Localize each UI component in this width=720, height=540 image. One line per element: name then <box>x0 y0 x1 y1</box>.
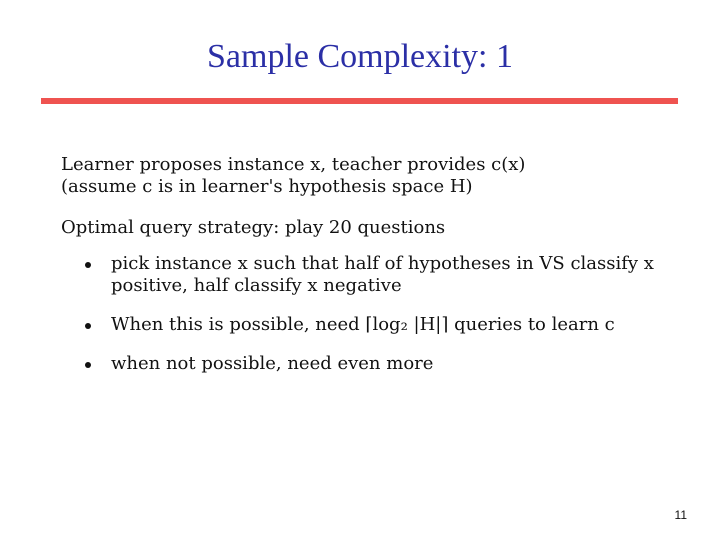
bullet-icon <box>85 323 91 329</box>
title-underline <box>41 98 678 104</box>
bullet-list <box>61 253 681 375</box>
bullet-icon <box>85 362 91 368</box>
page-number: 11 <box>674 508 687 522</box>
bullet-icon <box>85 262 91 268</box>
intro-line-1: Learner proposes instance x, teacher provides c(x) <box>61 154 526 175</box>
intro-line-2: (assume c is in learner's hypothesis space H) <box>61 176 473 197</box>
bullet-item <box>61 353 681 375</box>
bullet-item <box>61 314 681 336</box>
strategy-heading: Optimal query strategy: play 20 questions <box>61 217 446 238</box>
slide-title: Sample Complexity: 1 <box>207 38 513 75</box>
bullet-2-text: When this is possible, need ⌈log₂ |H|⌉ queries to learn c <box>111 314 615 335</box>
bullet-3-text: when not possible, need even more <box>111 353 434 374</box>
intro-paragraph <box>61 154 681 198</box>
bullet-1-line-2: positive, half classify x negative <box>111 275 402 296</box>
slide-body <box>61 154 681 375</box>
bullet-1-line-1: pick instance x such that half of hypotheses in VS classify x <box>111 253 654 274</box>
bullet-item <box>61 253 681 297</box>
